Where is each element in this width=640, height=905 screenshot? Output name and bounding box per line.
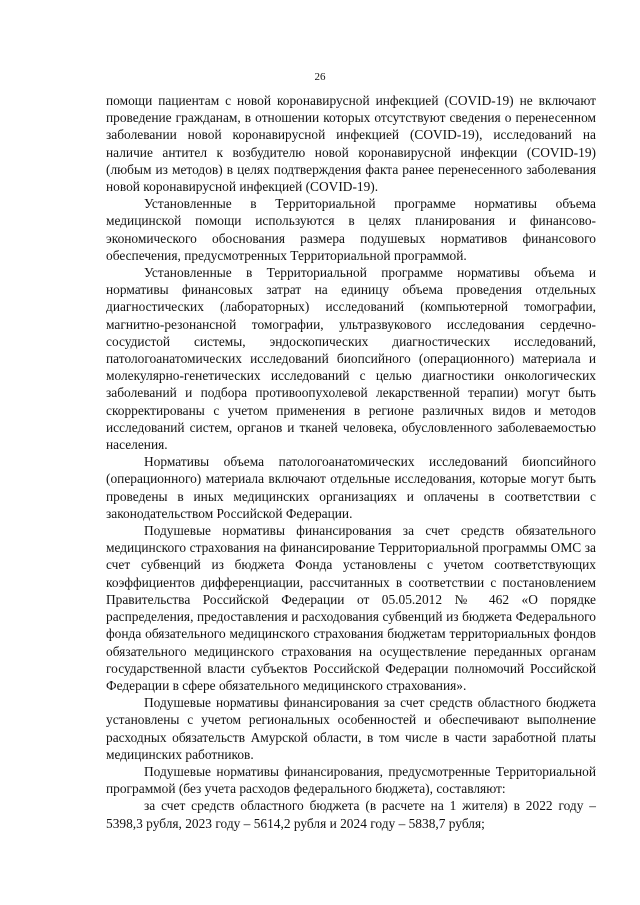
paragraph-regional-budget-values: за счет средств областного бюджета (в расчете на 1 жителя) в 2022 году – 5398,3 рубля, 2023 году – 5614,2 рубля и 2024 году – 5838,7 рубля; bbox=[106, 798, 596, 831]
paragraph-regional-per-capita: Подушевые нормативы финансирования за счет средств областного бюджета установлены с учетом региональных особенностей и обеспечивают выполнение расходных обязательств Амурской области, в том числе в части заработной платы медицинских работников. bbox=[106, 695, 596, 762]
page-number: 26 bbox=[314, 71, 326, 83]
paragraph-pathology-norms: Нормативы объема патологоанатомических исследований биопсийного (операционного) материала включают отдельные исследования, которые могут быть проведены в иных медицинских организациях и оплачены в соответствии с законодательством Российской Федерации. bbox=[106, 454, 596, 521]
paragraph-covid-testing: помощи пациентам с новой коронавирусной инфекцией (COVID-19) не включают проведение гражданам, в отношении которых отсутствуют сведения о перенесенном заболевании новой коронавирусной инфекцией (COVID-19), исследований на наличие антител к возбудителю новой коронавирусной инфекции (COVID-19) (любым из методов) в целях подтверждения факта ранее перенесенного заболевания новой коронавирусной инфекцией (COVID-19). bbox=[106, 93, 596, 195]
document-body bbox=[106, 92, 596, 832]
paragraph-diagnostic-norms: Установленные в Территориальной программе нормативы объема и нормативы финансовых затрат на единицу объема проведения отдельных диагностических (лабораторных) исследований (компьютерной томографии, магнитно-резонансной томографии, ультразвукового исследования сердечно-сосудистой системы, эндоскопических диагностических исследований, патологоанатомических исследований биопсийного (операционного) материала и молекулярно-генетических исследований с целью диагностики онкологических заболеваний и подбора противоопухолевой лекарственной терапии) могут быть скорректированы с учетом применения в регионе различных видов и методов исследований систем, органов и тканей человека, обусловленного заболеваемостью населения. bbox=[106, 265, 596, 453]
paragraph-oms-per-capita: Подушевые нормативы финансирования за счет средств обязательного медицинского страхования на финансирование Территориальной программы ОМС за счет субвенций из бюджета Фонда установлены с учетом соответствующих коэффициентов дифференциации, рассчитанных в соответствии с постановлением Правительства Российской Федерации от 05.05.2012 № 462 «О порядке распределения, предоставления и расходования субвенций из бюджета Федерального фонда обязательного медицинского страхования бюджетам территориальных фондов обязательного медицинского страхования на осуществление переданных органам государственной власти субъектов Российской Федерации полномочий Российской Федерации в сфере обязательного медицинского страхования». bbox=[106, 523, 596, 693]
paragraph-volume-norms: Установленные в Территориальной программе нормативы объема медицинской помощи используются в целях планирования и финансово-экономического обоснования размера подушевых нормативов финансового обеспечения, предусмотренных Территориальной программой. bbox=[106, 196, 596, 263]
paragraph-per-capita-intro: Подушевые нормативы финансирования, предусмотренные Территориальной программой (без учета расходов федерального бюджета), составляют: bbox=[106, 763, 596, 797]
